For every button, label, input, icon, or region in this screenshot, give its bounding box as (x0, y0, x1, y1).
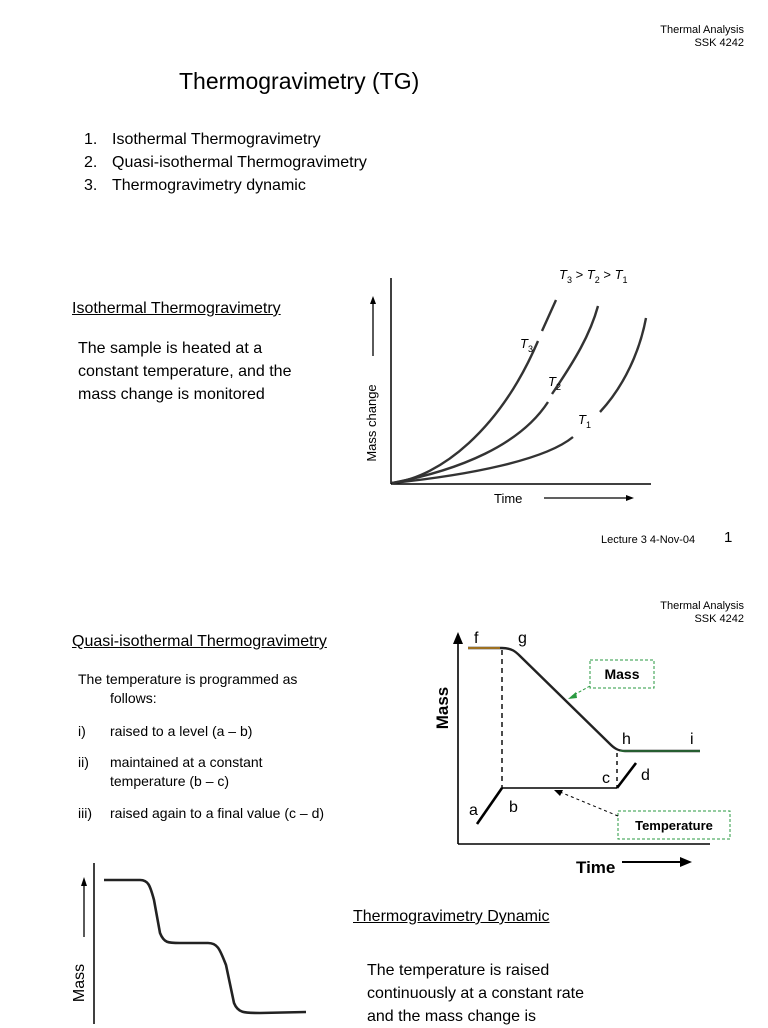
dynamic-figure (60, 855, 320, 1024)
x-arrow-head (626, 495, 634, 501)
x-axis-label: Time (494, 491, 523, 506)
curve-t1-tail (600, 318, 646, 412)
curve-t2-tail (552, 306, 598, 394)
y-arrow-head (453, 632, 463, 644)
footer-lecture: Lecture 3 4-Nov-04 (601, 534, 696, 546)
point-label-a: a (469, 802, 478, 819)
point-label-h: h (622, 731, 631, 748)
section-heading-quasi: Quasi-isothermal Thermogravimetry (72, 633, 327, 650)
step-item: iii) raised again to a final value (c – d) (78, 805, 325, 821)
page-number: 1 (724, 529, 733, 546)
temperature-callout-label: Temperature (635, 818, 713, 833)
step-item: i) raised to a level (a – b) (78, 723, 253, 739)
y-axis-label: Mass (433, 686, 452, 730)
quasi-isothermal-figure (420, 620, 750, 890)
label-t2: $T_2$ (548, 374, 561, 392)
temperature-ramp-ab (477, 788, 502, 824)
label-t1: $T_1$ (578, 412, 591, 430)
temperature-callout-pointer (560, 792, 618, 816)
step-item: ii) maintained at a constant temperature (b – c) (78, 754, 263, 789)
header-course-code: SSK 4242 (694, 613, 744, 625)
list-item: 1. Isothermal Thermogravimetry (84, 131, 321, 148)
y-axis-label: Mass (71, 963, 88, 1003)
mass-callout-pointer-head (568, 692, 577, 699)
list-item: 2. Quasi-isothermal Thermogravimetry (84, 154, 367, 171)
time-arrow-head (680, 857, 692, 867)
header-course-title: Thermal Analysis (660, 600, 744, 612)
quasi-intro: The temperature is programmed as follows: (78, 671, 298, 706)
mass-curve (468, 648, 700, 751)
point-label-g: g (518, 630, 527, 647)
page-title: Thermogravimetry (TG) (179, 68, 420, 94)
point-label-b: b (509, 799, 518, 816)
isothermal-description: The sample is heated at a constant temperature, and the mass change is monitored (78, 340, 292, 403)
mass-curve (104, 880, 306, 1013)
temperature-order-label: $T_3 > T_2 > T_1$ (559, 267, 628, 285)
curve-t3-tail (542, 300, 556, 331)
y-axis-label: Mass change (364, 384, 379, 462)
dynamic-description: The temperature is raised continuously at a constant rate and the mass change is (367, 962, 585, 1025)
mass-callout-label: Mass (604, 666, 640, 682)
x-axis-label: Time (576, 858, 616, 877)
point-label-i: i (690, 731, 694, 748)
y-arrow-head (370, 296, 376, 304)
list-item: 3. Thermogravimetry dynamic (84, 177, 306, 194)
point-label-d: d (641, 767, 650, 784)
point-label-c: c (602, 770, 610, 787)
label-t3: $T_3$ (520, 336, 533, 354)
section-heading-dynamic: Thermogravimetry Dynamic (353, 908, 550, 925)
section-heading-isothermal: Isothermal Thermogravimetry (72, 300, 281, 317)
y-arrow-head (81, 877, 87, 886)
point-label-f: f (474, 630, 479, 647)
header-course-code: SSK 4242 (694, 37, 744, 49)
temperature-ramp-cd (617, 763, 636, 788)
header-course-title: Thermal Analysis (660, 24, 744, 36)
